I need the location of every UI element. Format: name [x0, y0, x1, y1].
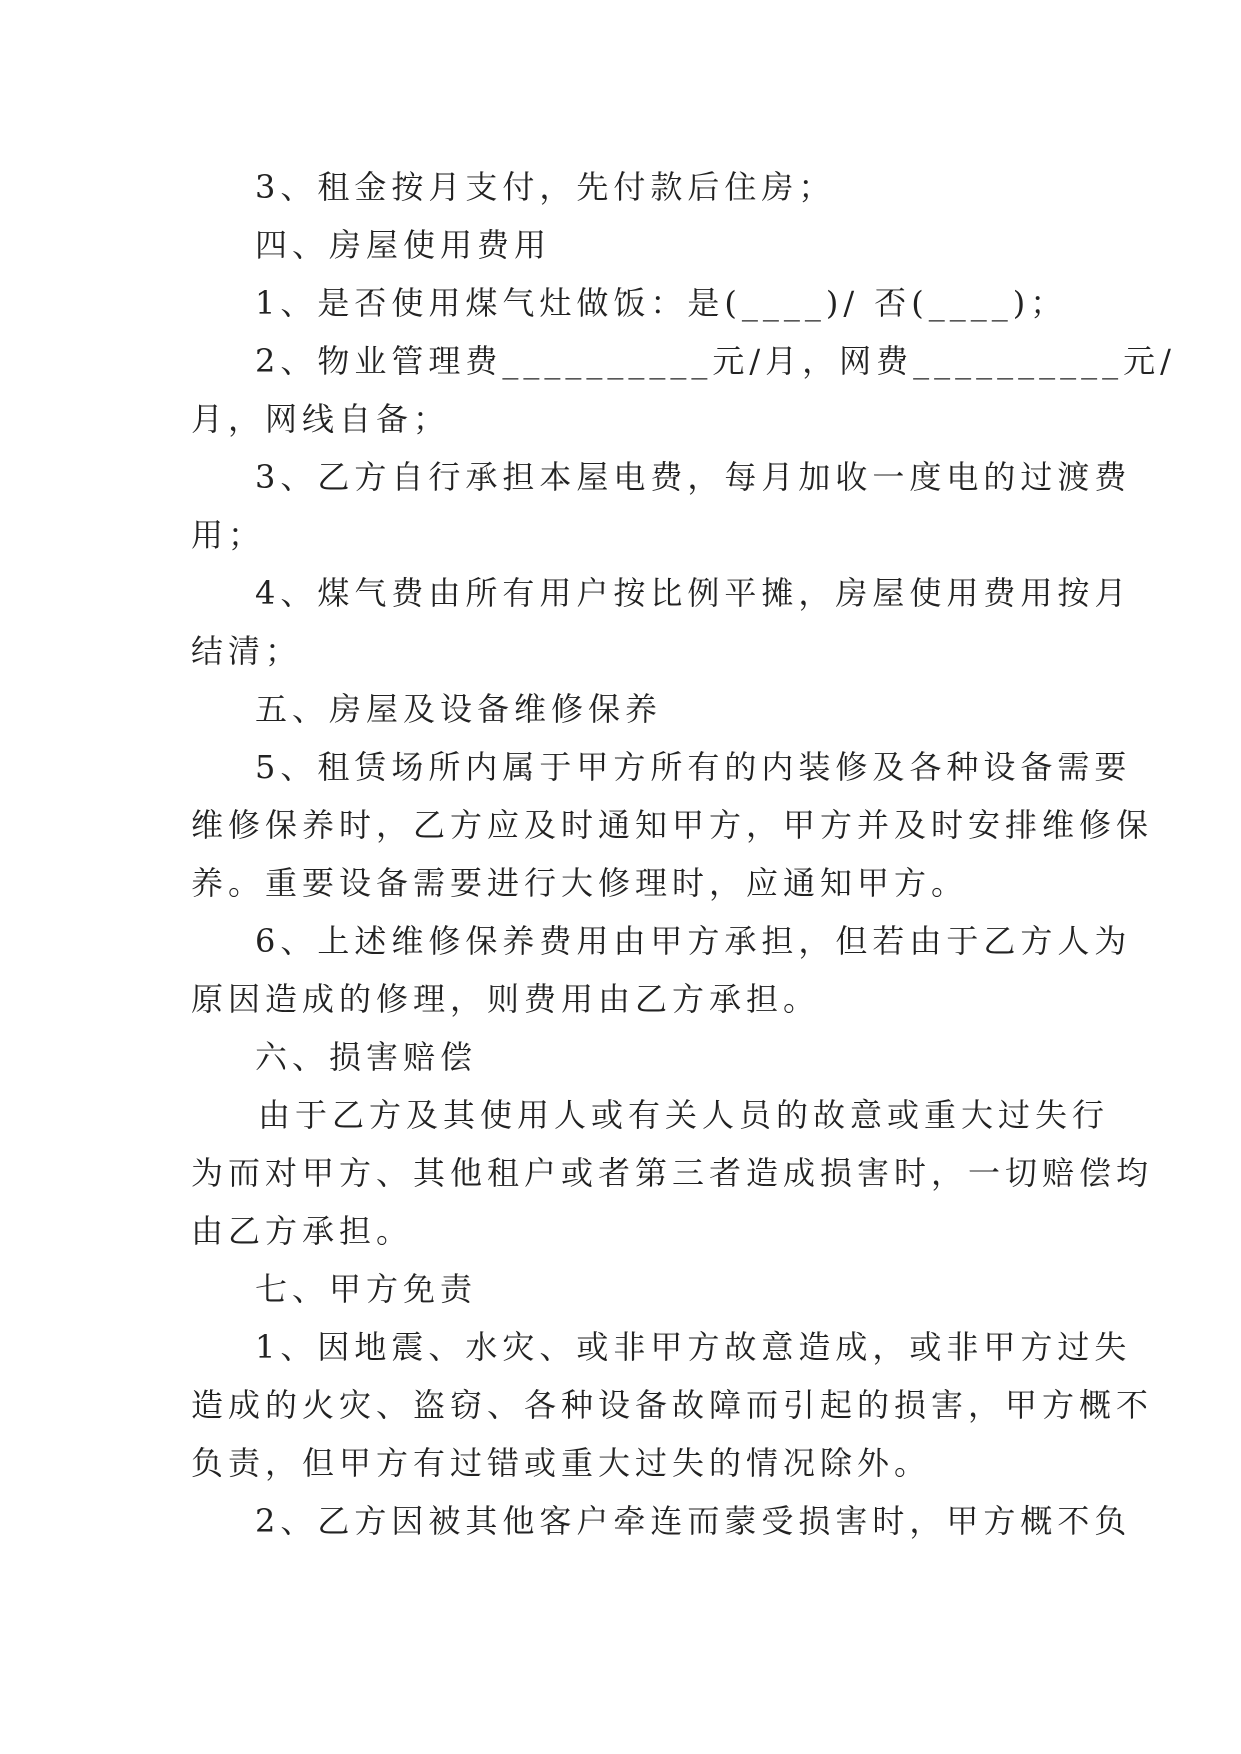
clause-maintenance-cost: 6、上述维修保养费用由甲方承担，但若由于乙方人为 [255, 922, 1132, 960]
clause-exemption-1: 1、因地震、水灾、或非甲方故意造成，或非甲方过失 [255, 1328, 1132, 1366]
clause-exemption-1-cont-1: 造成的火灾、盗窃、各种设备故障而引起的损害，甲方概不 [191, 1386, 1154, 1424]
clause-exemption-2: 2、乙方因被其他客户牵连而蒙受损害时，甲方概不负 [255, 1502, 1132, 1540]
clause-property-fee: 2、物业管理费__________元/月，网费__________元/ [255, 342, 1176, 380]
clause-maintenance-cont-1: 维修保养时，乙方应及时通知甲方，甲方并及时安排维修保 [191, 806, 1154, 844]
clause-maintenance-cost-cont: 原因造成的修理，则费用由乙方承担。 [191, 980, 821, 1018]
clause-gas-stove: 1、是否使用煤气灶做饭：是(____)/ 否(____)； [255, 284, 1068, 322]
clause-exemption-1-cont-2: 负责，但甲方有过错或重大过失的情况除外。 [191, 1444, 932, 1482]
section-heading-exemption: 七、甲方免责 [255, 1270, 478, 1308]
clause-electricity-cont: 用； [191, 516, 266, 554]
clause-gas-fee: 4、煤气费由所有用户按比例平摊，房屋使用费用按月 [255, 574, 1132, 612]
clause-gas-fee-cont: 结清； [191, 632, 303, 670]
clause-rent-payment: 3、租金按月支付，先付款后住房； [255, 168, 836, 206]
clause-damages-cont-2: 由乙方承担。 [191, 1212, 414, 1250]
section-heading-usage-fees: 四、房屋使用费用 [255, 226, 552, 264]
section-heading-damages: 六、损害赔偿 [255, 1038, 478, 1076]
clause-property-fee-cont: 月，网线自备； [191, 400, 451, 438]
section-heading-maintenance: 五、房屋及设备维修保养 [255, 690, 663, 728]
clause-maintenance: 5、租赁场所内属于甲方所有的内装修及各种设备需要 [255, 748, 1132, 786]
clause-damages: 由于乙方及其使用人或有关人员的故意或重大过失行 [258, 1096, 1110, 1134]
clause-damages-cont-1: 为而对甲方、其他租户或者第三者造成损害时，一切赔偿均 [191, 1154, 1154, 1192]
clause-maintenance-cont-2: 养。重要设备需要进行大修理时，应通知甲方。 [191, 864, 969, 902]
clause-electricity: 3、乙方自行承担本屋电费，每月加收一度电的过渡费 [255, 458, 1132, 496]
